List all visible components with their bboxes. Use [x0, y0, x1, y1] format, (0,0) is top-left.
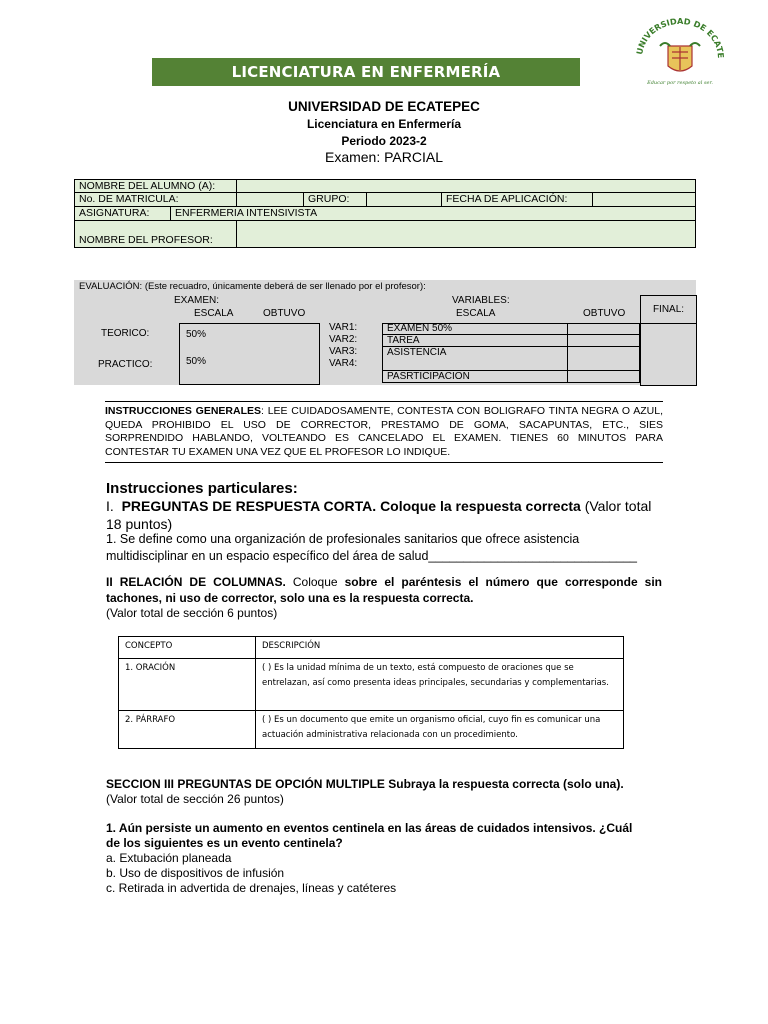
logo-ring-text: UNIVERSIDAD DE ECATE — [634, 16, 727, 59]
exam-title: Examen: PARCIAL — [324, 149, 443, 165]
section3-question — [106, 821, 666, 851]
section2-title-rest: sobre el paréntesis el número que corresponde sin tachones, ni uso de corrector, solo una es la respuesta correcta. — [106, 575, 663, 605]
practico-value: 50% — [186, 356, 207, 367]
general-instructions-label: INSTRUCCIONES GENERALES — [105, 405, 262, 417]
student-name-field[interactable] — [237, 180, 696, 193]
student-name-label: NOMBRE DEL ALUMNO (A): — [75, 180, 237, 193]
section2-value: (Valor total de sección 6 puntos) — [106, 606, 278, 620]
section1-value-b: total 18 puntos) — [106, 498, 652, 532]
var3-label: VAR3: — [329, 346, 358, 357]
section3-q1-line1: 1. Aún persiste un aumento en eventos centinela en las áreas de cuidados intensivos. ¿Cuál — [106, 821, 633, 835]
practico-escala — [179, 347, 248, 385]
logo-motto: Educar por respeto al ser. — [647, 80, 713, 86]
section1-q1-line1: 1. Se define como una organización de profesionales sanitarios que ofrece asistencia — [106, 532, 580, 546]
variables-label: VARIABLES: — [452, 295, 510, 306]
practico-label: PRACTICO: — [98, 359, 153, 370]
description-row-1[interactable]: ( ) Es la unidad mínima de un texto, está compuesto de oraciones que se entrelazan, así como presenta ideas principales, secundarias y complementarias. — [256, 659, 624, 711]
asignatura-label: ASIGNATURA: — [75, 207, 171, 220]
concept-row-2: 2. PÁRRAFO — [119, 711, 256, 749]
section3-options — [106, 851, 396, 896]
var2-obtuvo[interactable] — [568, 335, 640, 347]
section3-value: (Valor total de sección 26 puntos) — [106, 792, 284, 806]
asignatura-value: ENFERMERIA INTENSIVISTA — [175, 207, 318, 219]
matricula-label: No. DE MATRICULA: — [75, 193, 237, 207]
period-title: Periodo 2023-2 — [341, 134, 427, 148]
var3-obtuvo[interactable] — [568, 347, 640, 371]
profesor-field[interactable] — [237, 221, 696, 248]
practico-obtuvo[interactable] — [246, 347, 320, 385]
university-title: UNIVERSIDAD DE ECATEPEC — [288, 99, 480, 114]
section1-question — [106, 531, 637, 565]
program-title: Licenciatura en Enfermería — [306, 117, 462, 131]
section1-title-block — [106, 497, 666, 533]
escala-header: ESCALA — [194, 308, 234, 319]
option-c[interactable]: c. Retirada in advertida de drenajes, líneas y catéteres — [106, 881, 397, 895]
var3-value: ASISTENCIA — [383, 347, 568, 371]
section2-title: II RELACIÓN DE COLUMNAS. — [106, 575, 286, 589]
section1-value-a: (Valor — [584, 498, 622, 514]
university-logo — [630, 16, 730, 88]
var-labels — [329, 322, 357, 370]
matricula-field[interactable] — [237, 193, 304, 207]
var1-label: VAR1: — [329, 322, 358, 333]
profesor-label: NOMBRE DEL PROFESOR: — [75, 221, 237, 248]
variables-table — [382, 323, 640, 383]
var4-label: VAR4: — [329, 358, 358, 369]
var2-value: TAREA — [383, 335, 568, 347]
fecha-field[interactable] — [593, 193, 696, 207]
var4-obtuvo[interactable] — [568, 371, 640, 383]
concept-row-1: 1. ORACIÓN — [119, 659, 256, 711]
seal-icon — [630, 16, 730, 88]
var1-obtuvo[interactable] — [568, 324, 640, 335]
grupo-label: GRUPO: — [304, 193, 367, 207]
teorico-escala — [179, 323, 248, 349]
section1-title: PREGUNTAS DE RESPUESTA CORTA. Coloque la respuesta correcta — [121, 498, 581, 514]
option-a[interactable]: a. Extubación planeada — [106, 851, 232, 865]
student-info-table — [74, 179, 696, 248]
section1-q1-line2: multidisciplinar en un espacio específico del área de salud______________________________ — [106, 549, 637, 563]
evaluation-box — [74, 280, 696, 385]
description-header: DESCRIPCIÓN — [256, 637, 624, 659]
concept-header: CONCEPTO — [119, 637, 256, 659]
obtuvo-header: OBTUVO — [263, 308, 306, 319]
obtuvo2-header: OBTUVO — [583, 308, 626, 319]
section3-title: SECCION III PREGUNTAS DE OPCIÓN MULTIPLE Subraya la respuesta correcta (solo una). — [106, 777, 624, 791]
section1-heading: Instrucciones particulares: — [106, 480, 298, 497]
section2-title-block — [106, 574, 662, 606]
final-label: FINAL: — [641, 296, 696, 324]
final-box[interactable] — [640, 295, 697, 386]
grupo-field[interactable] — [367, 193, 442, 207]
escala2-header: ESCALA — [456, 308, 496, 319]
section3-q1-line2: de los siguientes es un evento centinela? — [106, 836, 343, 850]
var2-label: VAR2: — [329, 334, 358, 345]
teorico-obtuvo[interactable] — [246, 323, 320, 349]
description-row-2[interactable]: ( ) Es un documento que emite un organismo oficial, cuyo fin es comunicar una actuación administrativa relacionada con un procedimiento. — [256, 711, 624, 749]
var1-value: EXAMEN 50% — [383, 324, 568, 335]
general-instructions-text: : LEE CUIDADOSAMENTE, CONTESTA CON BOLIGRAFO TINTA NEGRA O AZUL, QUEDA PROHIBIDO EL USO DE CORRECTOR, PRESTAMO DE GOMA, SACAPUNTAS, ETC., SIES SORPRENDIDO HABLANDO, VOLTEANDO ES CANCELADO EL EXAMEN. TIENES 60 MINUTOS PARA CONTESTAR TU EXAMEN UNA VEZ QUE EL PROFESOR LO INDIQUE. — [105, 405, 664, 458]
general-instructions — [105, 401, 663, 463]
fecha-label: FECHA DE APLICACIÓN: — [442, 193, 593, 207]
teorico-value: 50% — [186, 329, 207, 340]
program-banner: LICENCIATURA EN ENFERMERÍA — [152, 58, 580, 86]
examen-label: EXAMEN: — [174, 295, 220, 306]
option-b[interactable]: b. Uso de dispositivos de infusión — [106, 866, 285, 880]
teorico-label: TEORICO: — [101, 328, 150, 339]
concept-table — [118, 636, 624, 749]
evaluation-note: EVALUACIÓN: (Este recuadro, únicamente deberá de ser llenado por el profesor): — [79, 281, 426, 292]
var4-value: PASRTICIPACION — [383, 371, 568, 383]
section2-title-plain: Coloque — [285, 575, 345, 589]
section1-numeral: I. — [106, 498, 114, 514]
